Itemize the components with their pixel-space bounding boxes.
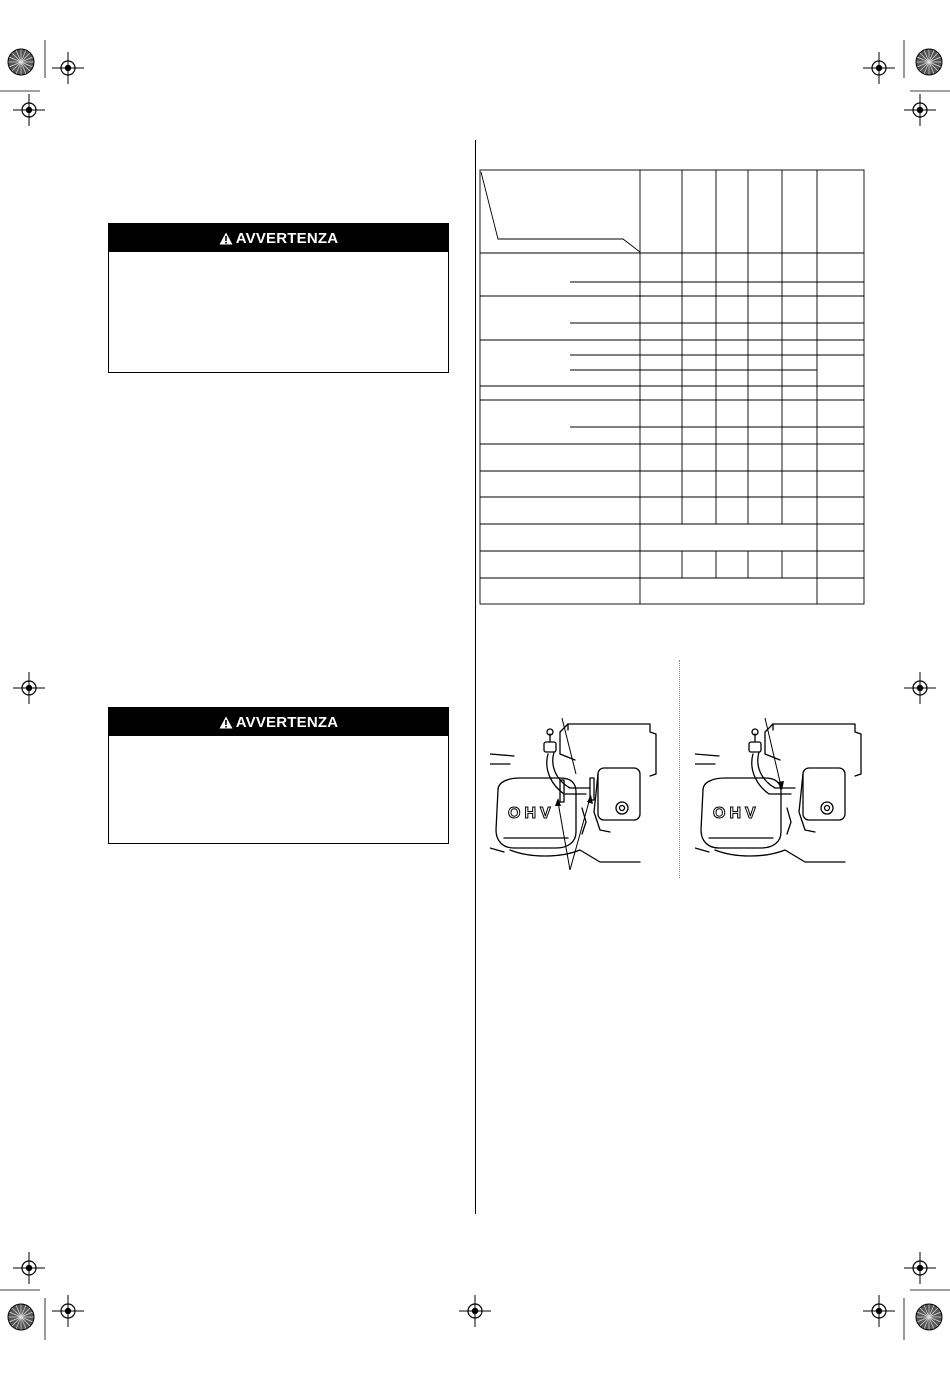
color-wheel-icon xyxy=(916,49,942,75)
engine-figure-left xyxy=(490,712,670,882)
warning-triangle-icon xyxy=(219,232,233,245)
color-wheel-icon xyxy=(8,49,34,75)
warning-header xyxy=(109,224,448,252)
figure-divider xyxy=(679,660,680,878)
color-wheel-icon xyxy=(8,1304,34,1330)
crosshair-icon xyxy=(459,1295,491,1327)
warning-label: AVVERTENZA xyxy=(235,229,339,247)
crosshair-icon xyxy=(52,52,84,84)
crosshair-icon xyxy=(13,672,45,704)
engine-cover-text: OHV xyxy=(713,805,760,822)
maintenance-table xyxy=(478,168,868,608)
crosshair-icon xyxy=(863,1295,895,1327)
warning-box-2 xyxy=(108,707,449,844)
engine-cover-text: OHV xyxy=(508,805,555,822)
engine-figure-right xyxy=(695,712,875,882)
color-wheel-icon xyxy=(916,1304,942,1330)
crosshair-icon xyxy=(904,94,936,126)
crosshair-icon xyxy=(904,672,936,704)
crosshair-icon xyxy=(13,1252,45,1284)
crosshair-icon xyxy=(863,52,895,84)
crosshair-icon xyxy=(13,94,45,126)
warning-label: AVVERTENZA xyxy=(235,713,339,731)
warning-triangle-icon xyxy=(219,716,233,729)
column-divider xyxy=(475,140,476,1214)
crosshair-icon xyxy=(52,1295,84,1327)
warning-header xyxy=(109,708,448,736)
crosshair-icon xyxy=(904,1252,936,1284)
warning-box-1 xyxy=(108,223,449,373)
